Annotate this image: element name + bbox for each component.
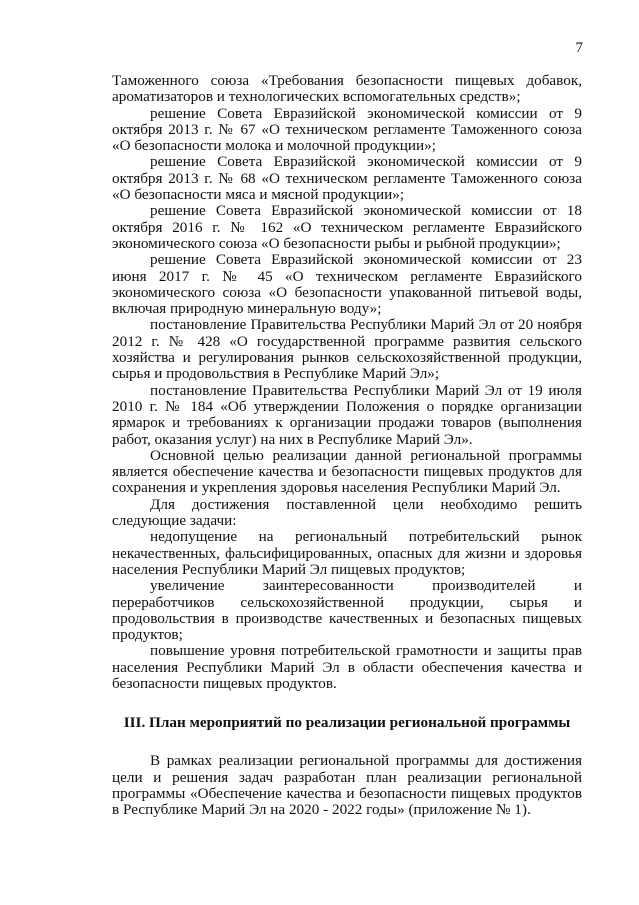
page-number: 7 [575,40,583,56]
document-body [112,73,582,818]
section-heading: III. План мероприятий по реализации региональной программы [123,714,571,732]
paragraph-tasks-intro: Для достижения поставленной цели необходимо решить следующие задачи: [112,495,582,530]
paragraph-plan: В рамках реализации региональной программы для достижения цели и решения задач разработан план реализации региональной программы «Обеспечение качества и безопасности пищевых продуктов в Республике Марий Эл на 2020 - 2022 годы» (приложение № 1). [112,752,582,819]
paragraph-task-3: повышение уровня потребительской грамотности и защиты прав населения Республики Марий Эл в области обеспечения качества и безопасности пищевых продуктов. [112,642,582,692]
paragraph-resolution-428: постановление Правительства Республики Марий Эл от 20 ноября 2012 г. № 428 «О государственной программе развития сельского хозяйства и регулирования рынков сельскохозяйственной продукции, сырья и продовольствия в Республике Марий Эл»; [112,316,582,383]
paragraph-continuation: Таможенного союза «Требования безопасности пищевых добавок, ароматизаторов и технологических вспомогательных средств»; [112,72,582,106]
paragraph-decision-67: решение Совета Евразийской экономической комиссии от 9 октября 2013 г. № 67 «О техническом регламенте Таможенного союза «О безопасности молока и молочной продукции»; [112,104,582,155]
paragraph-main-goal: Основной целью реализации данной региональной программы является обеспечение качества и безопасности пищевых продуктов для сохранения и укрепления здоровья населения Республики Марий Эл. [112,446,582,497]
paragraph-decision-45: решение Совета Евразийской экономической комиссии от 23 июня 2017 г. № 45 «О техническом регламенте Евразийского экономического союза «О безопасности упакованной питьевой воды, включая природную минеральную воду»; [112,251,582,318]
paragraph-task-2: увеличение заинтересованности производителей и переработчиков сельскохозяйственной продукции, сырья и продовольствия в производстве качественных и безопасных пищевых продуктов; [112,577,582,644]
paragraph-task-1: недопущение на региональный потребительский рынок некачественных, фальсифицированных, опасных для жизни и здоровья населения Республики Марий Эл пищевых продуктов; [112,528,582,578]
paragraph-decision-68: решение Совета Евразийской экономической комиссии от 9 октября 2013 г. № 68 «О техническом регламенте Таможенного союза «О безопасности мяса и мясной продукции»; [112,153,582,204]
paragraph-decision-162: решение Совета Евразийской экономической комиссии от 18 октября 2016 г. № 162 «О техническом регламенте Евразийского экономического союза «О безопасности рыбы и рыбной продукции»; [112,202,582,252]
paragraph-resolution-184: постановление Правительства Республики Марий Эл от 19 июля 2010 г. № 184 «Об утверждении Положения о порядке организации ярмарок и требованиях к организации продажи товаров (выполнения работ, оказания услуг) на них в Республике Марий Эл». [112,381,582,448]
